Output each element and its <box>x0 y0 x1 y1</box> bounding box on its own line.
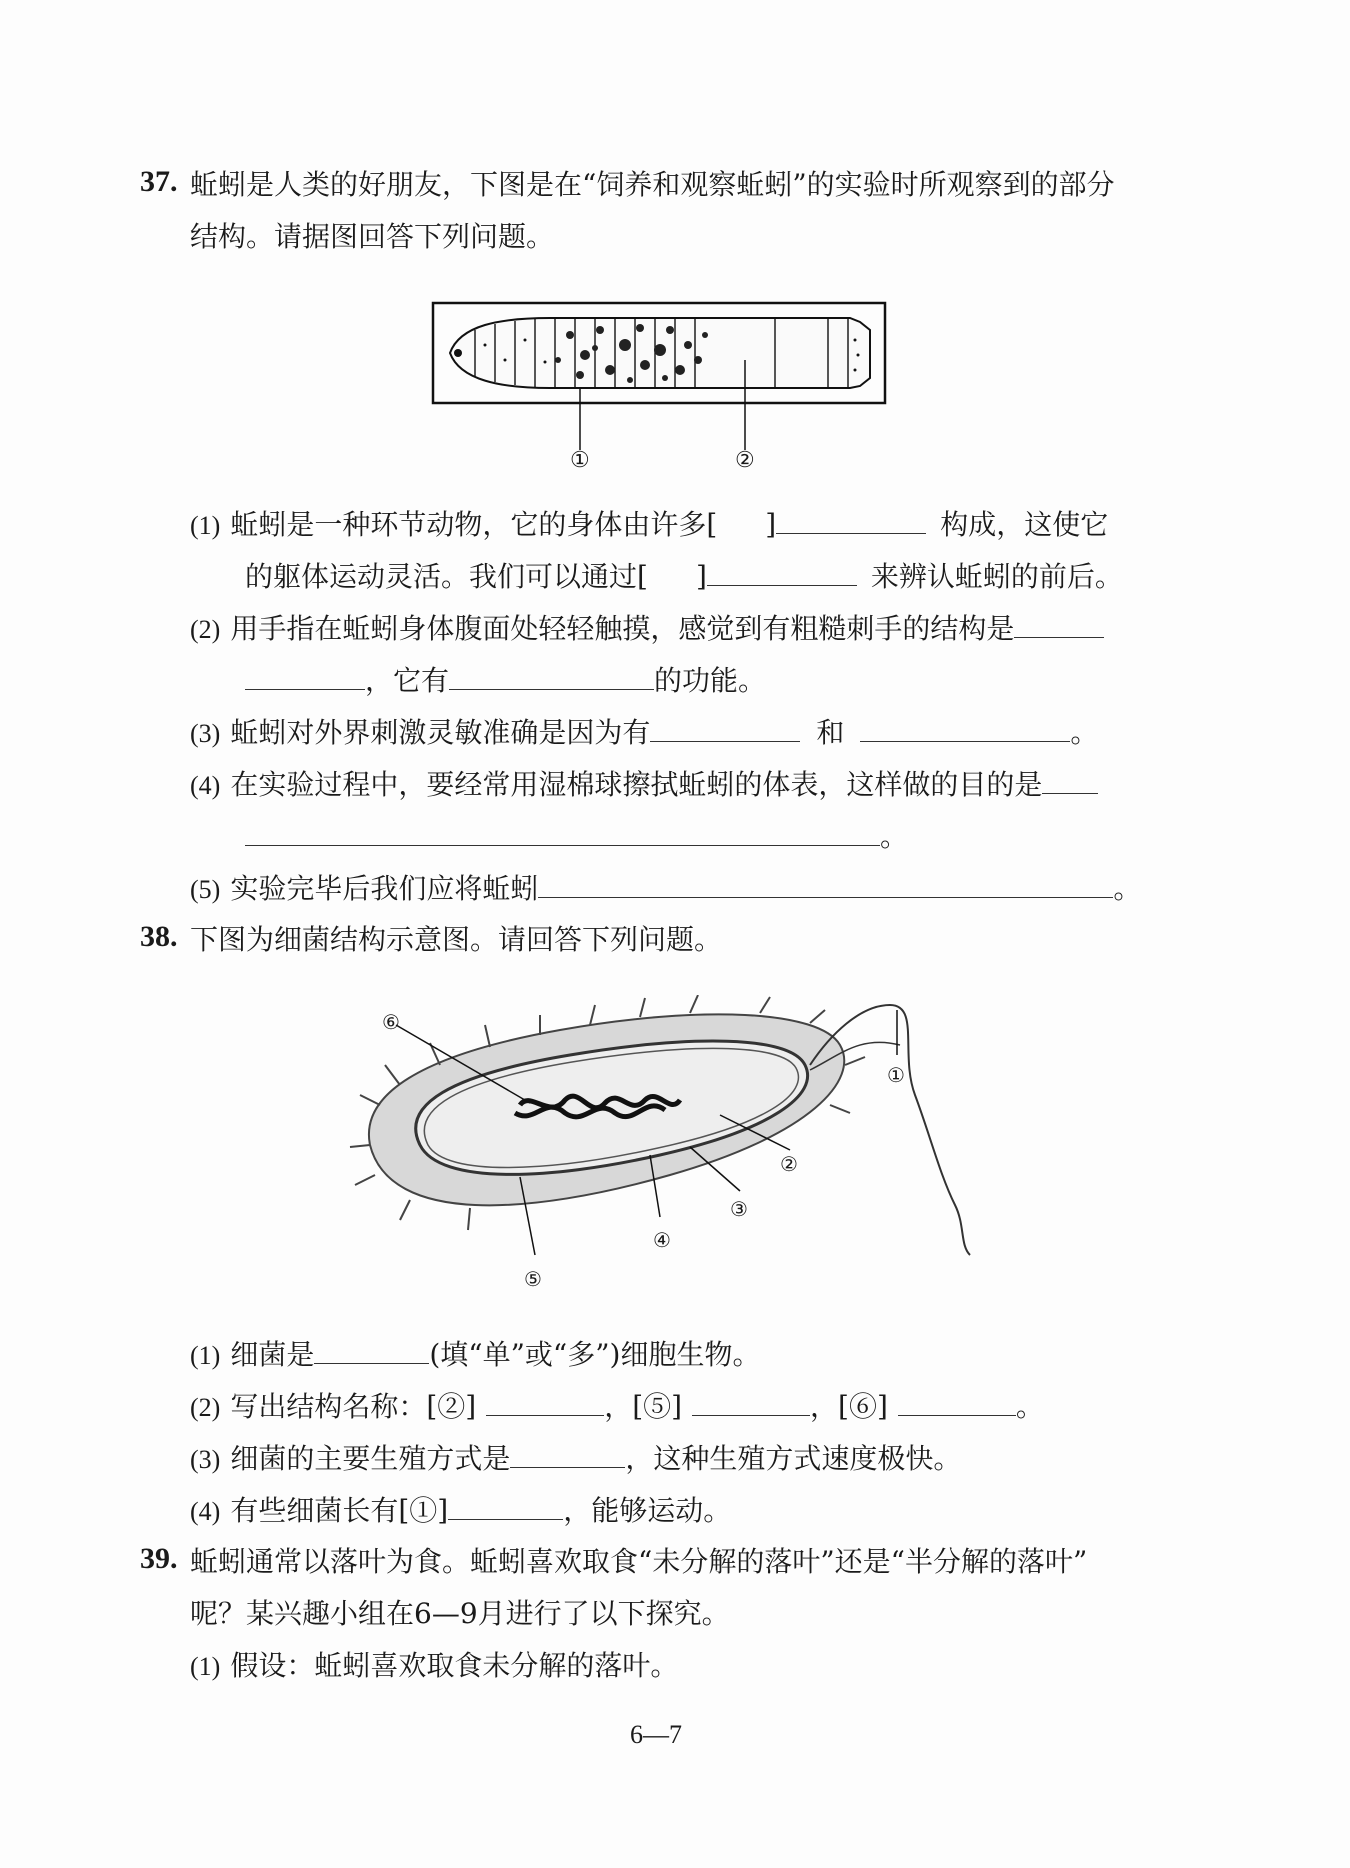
figure-label-2: ② <box>735 448 755 473</box>
subquestion-number: (1) <box>190 1341 221 1370</box>
subquestion-text: ] <box>695 560 707 593</box>
figure-label-1: ① <box>887 1063 905 1087</box>
subquestion-number: (2) <box>190 615 221 644</box>
subquestion-number: (1) <box>190 511 221 540</box>
answer-blank[interactable] <box>776 505 926 534</box>
subquestion-text: ，[⑤] <box>604 1390 683 1423</box>
subquestion-text: 有些细菌长有[①] <box>230 1494 449 1527</box>
figure-label-5: ⑤ <box>524 1267 542 1291</box>
question-stem-line-1: 蚯蚓通常以落叶为食。蚯蚓喜欢取食“未分解的落叶”还是“半分解的落叶” <box>190 1545 1088 1578</box>
answer-blank[interactable] <box>314 1335 429 1364</box>
answer-blank[interactable] <box>538 869 1113 898</box>
subquestion-text: ，它有 <box>365 664 450 697</box>
figure-label-3: ③ <box>730 1197 748 1221</box>
answer-blank[interactable] <box>1042 765 1098 794</box>
subquestion-text: 细菌的主要生殖方式是 <box>230 1442 511 1475</box>
question-39 <box>140 1542 178 1576</box>
question-number: 39. <box>140 1542 178 1575</box>
subquestion-3 <box>190 711 1098 751</box>
subquestion-text: 。 <box>1015 1390 1044 1423</box>
subquestion-5 <box>190 867 1141 907</box>
subquestion-text: ，这种生殖方式速度极快。 <box>625 1442 962 1475</box>
subquestion-text: 的躯体运动灵活。我们可以通过[ <box>245 560 648 593</box>
subquestion-2-cont <box>245 659 766 699</box>
answer-blank[interactable] <box>1014 609 1104 638</box>
subquestion-text: ] <box>765 508 777 541</box>
answer-blank[interactable] <box>898 1387 1016 1416</box>
subquestion-text: 写出结构名称：[②] <box>230 1390 477 1423</box>
question-38 <box>140 920 178 954</box>
subquestion-4 <box>190 1489 731 1529</box>
answer-blank[interactable] <box>486 1387 604 1416</box>
subquestion-2 <box>190 1385 1044 1425</box>
answer-blank[interactable] <box>510 1439 625 1468</box>
question-stem-line-2: 结构。请据图回答下列问题。 <box>190 220 555 253</box>
subquestion-number: (3) <box>190 1445 221 1474</box>
page-number: 6—7 <box>630 1720 682 1749</box>
subquestion-number: (4) <box>190 771 221 800</box>
subquestion-number: (5) <box>190 875 221 904</box>
earthworm-figure <box>430 300 890 480</box>
subquestion-3 <box>190 1437 961 1477</box>
subquestion-text: 。 <box>880 820 909 853</box>
subquestion-number: (4) <box>190 1497 221 1526</box>
subquestion-number: (2) <box>190 1393 221 1422</box>
subquestion-1-cont <box>245 555 1123 595</box>
subquestion-text: ，能够运动。 <box>563 1494 732 1527</box>
subquestion-text: 用手指在蚯蚓身体腹面处轻轻触摸，感觉到有粗糙刺手的结构是 <box>230 612 1015 645</box>
subquestion-text: 构成，这使它 <box>940 508 1109 541</box>
figure-label-2: ② <box>780 1152 798 1176</box>
figure-label-6: ⑥ <box>382 1010 400 1034</box>
answer-blank[interactable] <box>448 1491 563 1520</box>
subquestion-text: 细菌是 <box>230 1338 315 1371</box>
subquestion-text: 和 <box>816 716 845 749</box>
subquestion-text: 蚯蚓是一种环节动物，它的身体由许多[ <box>230 508 718 541</box>
subquestion-1 <box>190 1644 678 1684</box>
subquestion-text: 实验完毕后我们应将蚯蚓 <box>230 872 539 905</box>
subquestion-number: (3) <box>190 719 221 748</box>
answer-blank[interactable] <box>449 661 654 690</box>
subquestion-text: ，[⑥] <box>810 1390 888 1423</box>
figure-label-4: ④ <box>653 1228 671 1252</box>
subquestion-text: 蚯蚓对外界刺激灵敏准确是因为有 <box>230 716 651 749</box>
question-stem-line-2: 呢？某兴趣小组在6—9月进行了以下探究。 <box>190 1597 730 1630</box>
subquestion-1 <box>190 1333 760 1373</box>
subquestion-text: 的功能。 <box>654 664 767 697</box>
question-stem-line-1: 蚯蚓是人类的好朋友，下图是在“饲养和观察蚯蚓”的实验时所观察到的部分 <box>190 168 1115 201</box>
subquestion-text: 。 <box>1113 872 1142 905</box>
subquestion-4-cont <box>245 815 908 855</box>
subquestion-2 <box>190 607 1104 647</box>
figure-label-1: ① <box>570 448 590 473</box>
subquestion-text: 假设：蚯蚓喜欢取食未分解的落叶。 <box>230 1649 679 1682</box>
answer-blank[interactable] <box>650 713 800 742</box>
subquestion-text: 。 <box>1070 716 1099 749</box>
answer-blank[interactable] <box>692 1387 810 1416</box>
subquestion-1 <box>190 503 1108 543</box>
question-stem: 下图为细菌结构示意图。请回答下列问题。 <box>190 923 723 956</box>
subquestion-text: (填“单”或“多”)细胞生物。 <box>429 1338 761 1371</box>
question-number: 37. <box>140 165 178 198</box>
answer-blank[interactable] <box>245 817 880 846</box>
subquestion-text: 在实验过程中，要经常用湿棉球擦拭蚯蚓的体表，这样做的目的是 <box>230 768 1043 801</box>
subquestion-text: 来辨认蚯蚓的前后。 <box>870 560 1123 593</box>
answer-blank[interactable] <box>860 713 1070 742</box>
subquestion-number: (1) <box>190 1652 221 1681</box>
question-number: 38. <box>140 920 178 953</box>
subquestion-4 <box>190 763 1098 803</box>
question-37 <box>140 165 178 199</box>
answer-blank[interactable] <box>245 661 365 690</box>
answer-blank[interactable] <box>707 557 857 586</box>
